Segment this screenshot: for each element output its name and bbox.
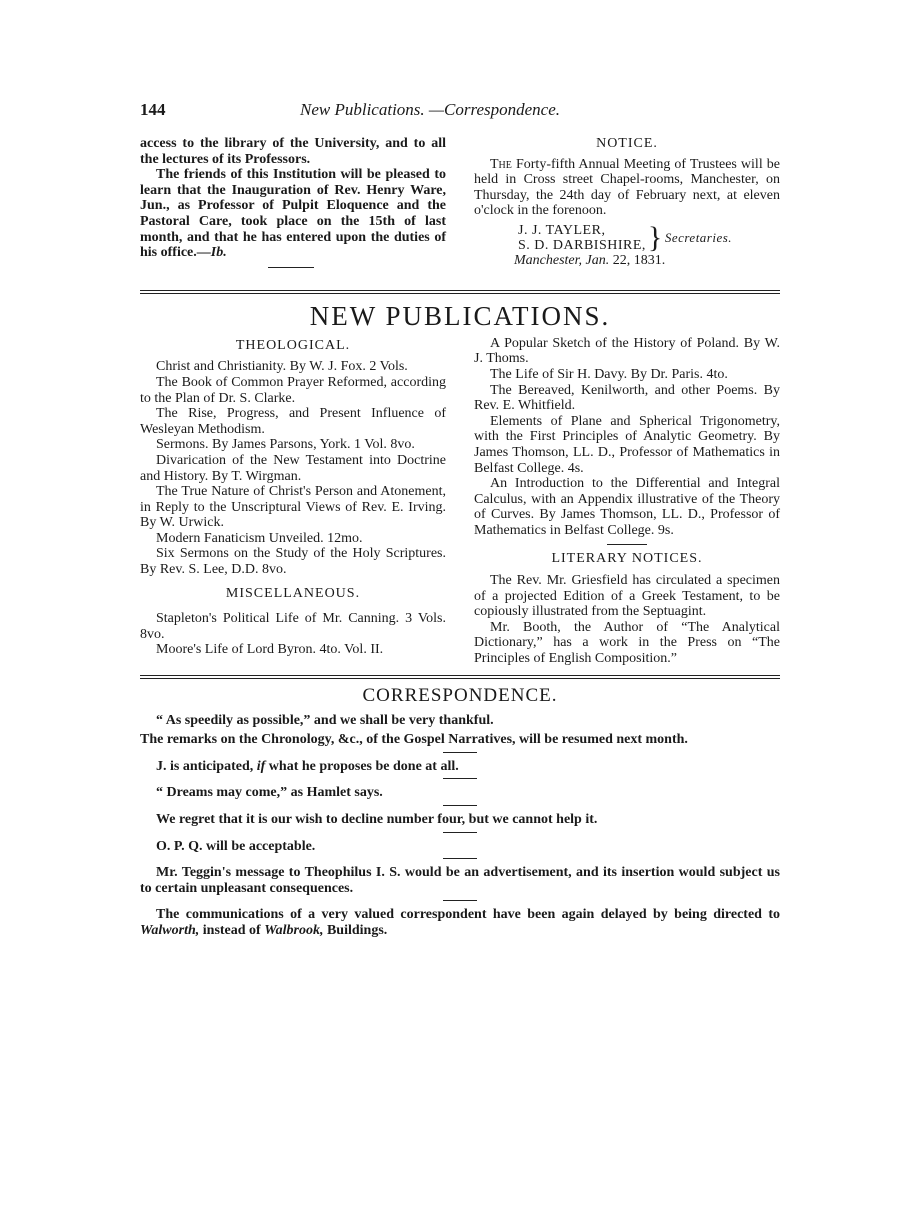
brace-glyph: } xyxy=(647,220,663,254)
item-3-part-a: J. is anticipated, xyxy=(156,758,254,774)
short-rule xyxy=(607,544,647,545)
secretaries-label: Secretaries. xyxy=(664,230,733,246)
short-rule xyxy=(443,900,477,901)
correspondence-item xyxy=(140,759,780,775)
short-rule xyxy=(443,778,477,779)
institution-paragraph xyxy=(140,167,446,261)
list-item: The Life of Sir H. Davy. By Dr. Paris. 4to. xyxy=(490,366,728,382)
section-divider xyxy=(140,675,780,679)
list-item: Moore's Life of Lord Byron. 4to. Vol. II. xyxy=(156,642,384,658)
theological-heading: THEOLOGICAL. xyxy=(235,337,351,353)
continuation-text: access to the library of the University, and to all the lectures of its Professors. xyxy=(140,136,446,167)
list-item: A Popular Sketch of the History of Poland. By W. J. Thoms. xyxy=(474,335,780,367)
source-ref: Ib. xyxy=(210,245,227,261)
notice-body xyxy=(474,157,780,219)
list-item: The True Nature of Christ's Person and Atonement, in Reply to the Unscriptural Views of Rev. E. Irving. By W. Urwick. xyxy=(140,484,446,531)
list-item: Modern Fanaticism Unveiled. 12mo. xyxy=(156,530,363,546)
list-item: The Rev. Mr. Griesfield has circulated a specimen of a projected Edition of a Greek Testament, to be copiously illustrated from the Septuagint. xyxy=(474,573,780,620)
item-8-part-a: The communications of a very valued correspondent have been again delayed by being directed to xyxy=(156,907,780,923)
correspondence-item: O. P. Q. will be acceptable. xyxy=(156,838,316,854)
publications-left-column xyxy=(140,336,446,667)
correspondence-item: “ Dreams may come,” as Hamlet says. xyxy=(156,785,383,801)
publications-right-column xyxy=(474,336,780,667)
notice-text: Forty-fifth Annual Meeting of Trustees will be held in Cross street Chapel-rooms, Manchester, on Thursday, the 24th day of February next, at eleven o'clock in the forenoon. xyxy=(474,156,781,219)
short-rule xyxy=(268,267,314,268)
dateline-date: 22, 1831. xyxy=(612,252,666,268)
notice-column xyxy=(474,136,780,274)
list-item: Six Sermons on the Study of the Holy Scriptures. By Rev. S. Lee, D.D. 8vo. xyxy=(140,546,446,578)
running-title: New Publications. —Correspondence. xyxy=(300,100,561,119)
list-item: Christ and Christianity. By W. J. Fox. 2 Vols. xyxy=(156,359,408,375)
signatory-darbishire: S. D. DARBISHIRE, xyxy=(518,237,646,253)
correspondence-item: “ As speedily as possible,” and we shall be very thankful. xyxy=(156,712,494,728)
signature-block xyxy=(518,220,780,254)
top-section xyxy=(140,136,780,274)
list-item: Stapleton's Political Life of Mr. Canning. 3 Vols. 8vo. xyxy=(140,611,446,642)
journal-page xyxy=(140,100,780,939)
literary-notices-heading: LITERARY NOTICES. xyxy=(551,551,703,567)
short-rule xyxy=(443,805,477,806)
correspondence-item xyxy=(140,907,780,938)
item-8-walbrook: Walbrook, xyxy=(264,922,324,938)
miscellaneous-heading: MISCELLANEOUS. xyxy=(225,585,361,601)
correspondence-item: Mr. Teggin's message to Theophilus I. S. would be an advertisement, and its insertion would subject us to certain unpleasant consequences. xyxy=(140,865,780,896)
list-item: Elements of Plane and Spherical Trigonometry, with the First Principles of Analytic Geometry. By James Thomson, LL. D., Professor of Mathematics in Belfast College. 4s. xyxy=(474,413,780,476)
correspondence-item: The remarks on the Chronology, &c., of the Gospel Narratives, will be resumed next month. xyxy=(140,732,688,748)
signatory-names xyxy=(518,223,646,253)
item-3-if: if xyxy=(256,758,266,774)
item-8-walworth: Walworth, xyxy=(140,922,200,938)
list-item: The Rise, Progress, and Present Influence of Wesleyan Methodism. xyxy=(140,406,446,437)
short-rule xyxy=(443,858,477,859)
list-item: An Introduction to the Differential and Integral Calculus, with an Appendix illustrative of the Theory of Curves. By James Thomson, LL. D., Professor of Mathematics in Belfast College. 9s. xyxy=(474,476,780,538)
item-8-part-b: instead of xyxy=(202,922,261,938)
page-header xyxy=(140,100,780,124)
notice-dateline xyxy=(514,253,780,269)
item-3-part-b: what he proposes be done at all. xyxy=(268,758,459,774)
publications-columns xyxy=(140,336,780,667)
correspondence-title: CORRESPONDENCE. xyxy=(362,684,558,706)
list-item: Mr. Booth, the Author of “The Analytical Dictionary,” has a work in the Press on “The Principles of English Composition.” xyxy=(474,619,780,667)
dateline-place: Manchester, Jan. xyxy=(514,252,610,268)
page-number: 144 xyxy=(140,100,166,119)
notice-first-word: The xyxy=(490,156,512,172)
signatory-tayler: J. J. TAYLER, xyxy=(518,222,606,238)
notice-title: NOTICE. xyxy=(596,136,658,151)
short-rule xyxy=(443,832,477,833)
left-top-column xyxy=(140,136,446,274)
section-divider xyxy=(140,290,780,294)
institution-text: The friends of this Institution will be pleased to learn that the Inauguration of Rev. Henry Ware, Jun., as Professor of Pulpit Eloquence and the Pastoral Care, took place on the 15th of last month, and that he has entered upon the duties of his office.— xyxy=(140,167,446,261)
list-item: The Book of Common Prayer Reformed, according to the Plan of Dr. S. Clarke. xyxy=(140,374,446,406)
short-rule xyxy=(443,752,477,753)
list-item: Divarication of the New Testament into Doctrine and History. By T. Wirgman. xyxy=(140,452,446,484)
correspondence-body xyxy=(140,713,780,939)
correspondence-item: We regret that it is our wish to decline number four, but we cannot help it. xyxy=(156,812,598,827)
list-item: Sermons. By James Parsons, York. 1 Vol. 8vo. xyxy=(156,437,415,453)
list-item: The Bereaved, Kenilworth, and other Poems. By Rev. E. Whitfield. xyxy=(474,382,780,414)
new-publications-title: NEW PUBLICATIONS. xyxy=(309,300,611,331)
item-8-part-c: Buildings. xyxy=(326,922,388,938)
